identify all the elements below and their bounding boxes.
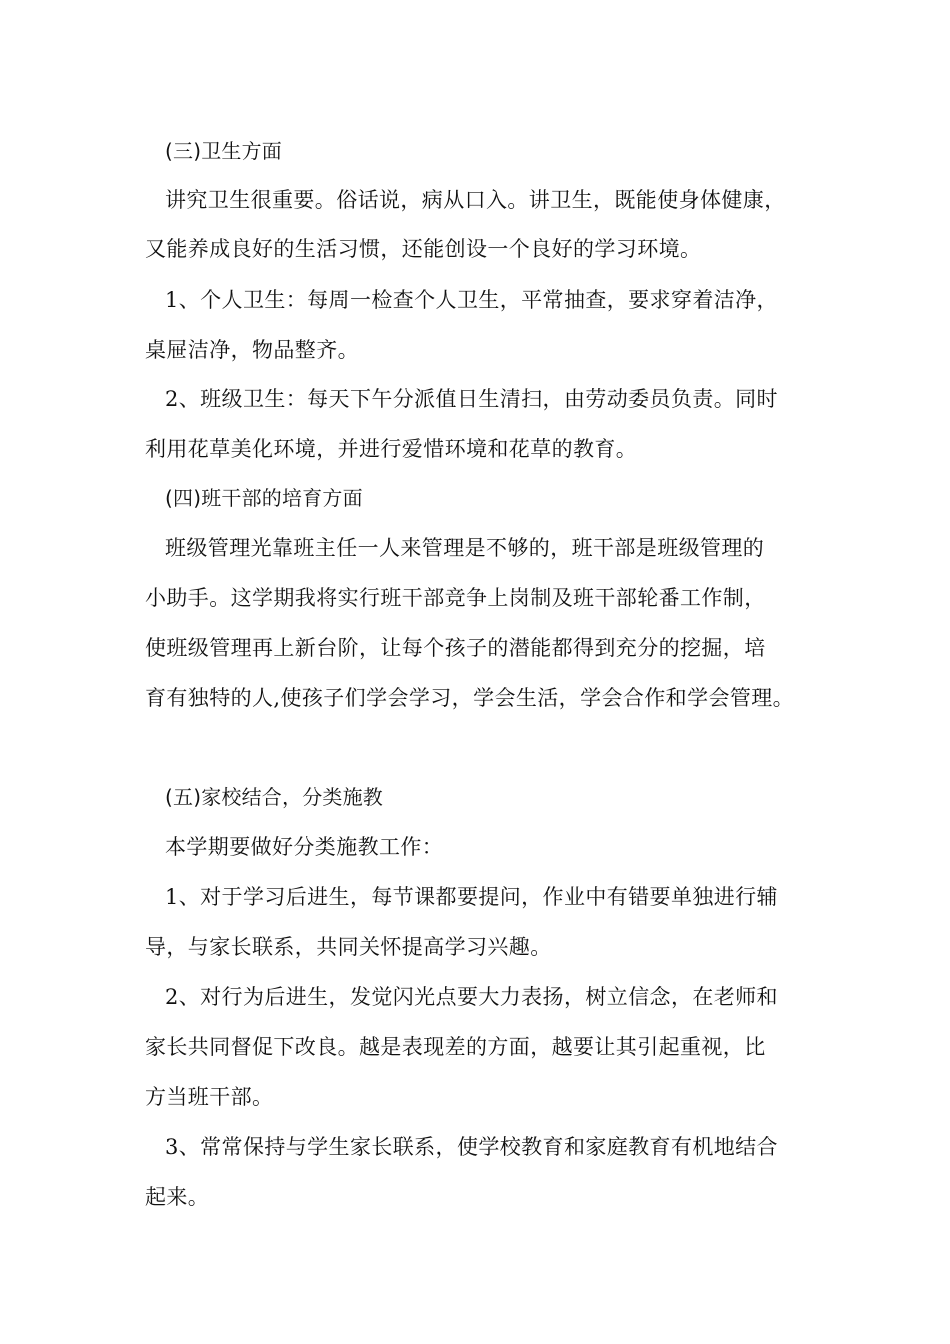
list-item-line: 桌屉洁净，物品整齐。 [145,338,359,362]
list-item-line: 起来。 [145,1185,210,1209]
list-item-line: 2、对行为后进生，发觉闪光点要大力表扬，树立信念，在老师和 [165,985,778,1009]
paragraph-line: 讲究卫生很重要。俗话说，病从口入。讲卫生，既能使身体健康， [165,188,786,212]
list-item-line: 1、个人卫生：每周一检查个人卫生，平常抽查，要求穿着洁净， [165,288,778,312]
paragraph-line: 使班级管理再上新台阶，让每个孩子的潜能都得到充分的挖掘，培 [145,636,766,660]
paragraph-line: 育有独特的人,使孩子们学会学习，学会生活，学会合作和学会管理。 [145,686,795,710]
list-item-line: 2、班级卫生：每天下午分派值日生清扫，由劳动委员负责。同时 [165,387,778,411]
list-item-line: 方当班干部。 [145,1085,274,1109]
list-item-line: 1、对于学习后进生，每节课都要提问，作业中有错要单独进行辅 [165,885,778,909]
list-item-line: 导，与家长联系，共同关怀提高学习兴趣。 [145,935,552,959]
section-heading-class-cadre: (四)班干部的培育方面 [165,486,363,510]
paragraph-line: 小助手。这学期我将实行班干部竞争上岗制及班干部轮番工作制， [145,586,766,610]
list-item-line: 利用花草美化环境，并进行爱惜环境和花草的教育。 [145,437,638,461]
paragraph-line: 班级管理光靠班主任一人来管理是不够的，班干部是班级管理的 [165,536,765,560]
paragraph-line: 又能养成良好的生活习惯，还能创设一个良好的学习环境。 [145,237,702,261]
paragraph-line: 本学期要做好分类施教工作： [165,835,444,859]
section-heading-home-school: (五)家校结合，分类施教 [165,785,384,809]
list-item-line: 3、常常保持与学生家长联系，使学校教育和家庭教育有机地结合 [165,1135,778,1159]
section-heading-hygiene: (三)卫生方面 [165,139,283,163]
list-item-line: 家长共同督促下改良。越是表现差的方面，越要让其引起重视，比 [145,1035,766,1059]
